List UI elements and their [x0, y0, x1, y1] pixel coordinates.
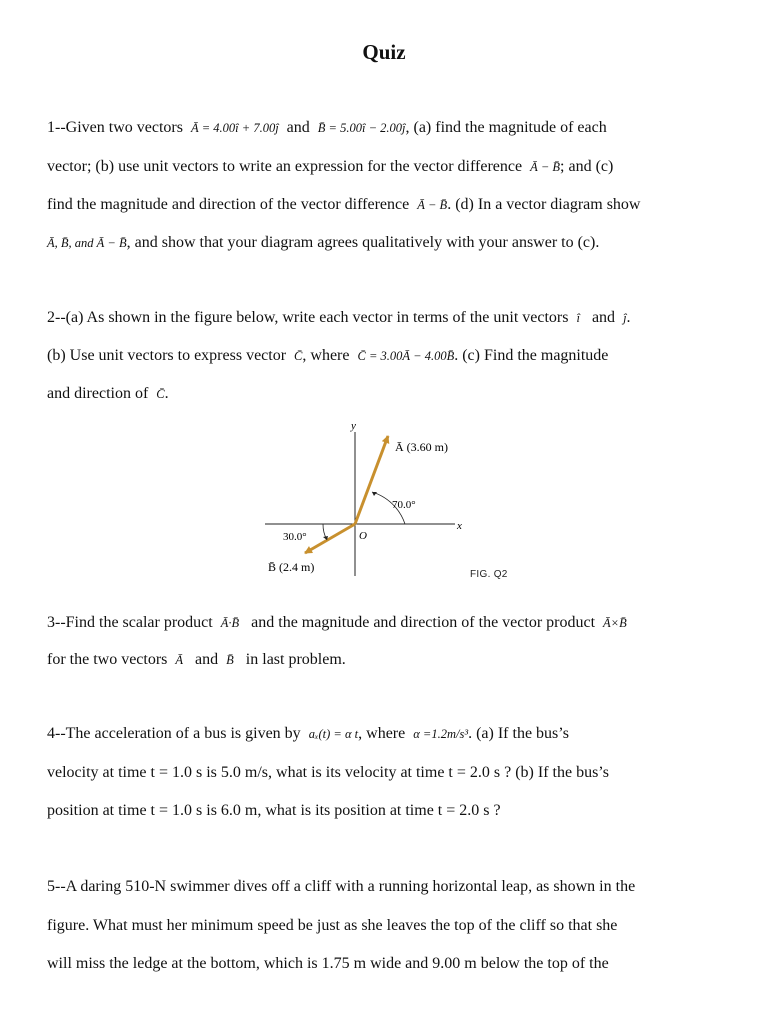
- q2-text: . (c) Find the magnitude: [454, 347, 609, 364]
- q4-line-1: [47, 724, 569, 744]
- unit-vector-j: ĵ: [623, 311, 627, 325]
- vector-a-label: Ā (3.60 m): [395, 440, 448, 454]
- vector-b-arrow: [305, 524, 355, 553]
- q1-text: vector; (b) use unit vectors to write an expression for the vector difference: [47, 158, 523, 175]
- angle-a-arrowhead-icon: [372, 492, 377, 496]
- figure-caption: FIG. Q2: [470, 569, 508, 580]
- q5-line-3: will miss the ledge at the bottom, which is 1.75 m wide and 9.00 m below the top of the: [47, 955, 609, 972]
- q4-line-3: position at time t = 1.0 s is 6.0 m, what is its position at time t = 2.0 s ?: [47, 802, 501, 819]
- vector-difference: Ā − B̄: [530, 160, 561, 174]
- vector-c: C̄: [294, 349, 303, 363]
- vector-a-arrow: [355, 436, 388, 524]
- vector-a: Ā: [175, 653, 184, 667]
- q4-line-2: velocity at time t = 1.0 s is 5.0 m/s, what is its velocity at time t = 2.0 s ? (b) If the bus’s: [47, 764, 609, 781]
- q3-line-1: [47, 613, 627, 633]
- angle-a-label: 70.0°: [392, 499, 416, 511]
- q1-text: 1--Given two vectors: [47, 119, 183, 136]
- q4-text: 4--The acceleration of a bus is given by: [47, 725, 301, 742]
- vector-b: B̄: [226, 653, 234, 667]
- vector-b-expression: B̄ = 5.00î − 2.00ĵ: [317, 121, 406, 135]
- q2-line-3: [47, 384, 169, 404]
- vector-b-label: B̄ (2.4 m): [268, 560, 315, 574]
- page-title: Quiz: [362, 40, 406, 64]
- q2-and: and: [591, 309, 616, 326]
- q3-text: in last problem.: [245, 651, 346, 668]
- q2-text: 2--(a) As shown in the figure below, write each vector in terms of the unit vectors: [47, 309, 569, 326]
- q1-line-3: [47, 195, 640, 215]
- q1-text: . (d) In a vector diagram show: [447, 196, 641, 213]
- q3-and: and: [195, 651, 219, 668]
- q2-text: , where: [302, 347, 350, 364]
- q1-and: and: [286, 119, 310, 136]
- q3-text: and the magnitude and direction of the vector product: [251, 614, 596, 631]
- q2-text: (b) Use unit vectors to express vector: [47, 347, 287, 364]
- q1-text: , and show that your diagram agrees qualitatively with your answer to (c).: [126, 234, 600, 251]
- q2-text: .: [626, 309, 631, 326]
- q5-line-1: 5--A daring 510-N swimmer dives off a cliff with a running horizontal leap, as shown in the: [47, 878, 636, 895]
- q2-text: and direction of: [47, 385, 149, 402]
- unit-vector-i: î: [576, 311, 580, 325]
- y-axis-label: y: [351, 420, 356, 432]
- angle-b-label: 30.0°: [283, 531, 307, 543]
- vector-c: C̄: [156, 387, 165, 401]
- vector-difference: Ā − B̄: [417, 198, 448, 212]
- alpha-value: α =1.2m/s³: [413, 727, 469, 741]
- q2-line-2: [47, 346, 608, 366]
- vector-product: Ā×B̄: [603, 616, 627, 630]
- vector-list: Ā, B̄, and Ā − B̄: [47, 236, 127, 250]
- q4-text: , where: [358, 725, 406, 742]
- q3-text: 3--Find the scalar product: [47, 614, 213, 631]
- q2-text: .: [164, 385, 169, 402]
- q1-line-4: [47, 233, 599, 253]
- q3-line-2: [47, 650, 346, 670]
- acceleration-expression: aₓ(t) = α t: [308, 727, 359, 741]
- q1-text: find the magnitude and direction of the vector difference: [47, 196, 410, 213]
- q1-text: ; and (c): [560, 158, 614, 175]
- vector-a-expression: Ā = 4.00î + 7.00ĵ: [190, 121, 279, 135]
- q5-line-2: figure. What must her minimum speed be just as she leaves the top of the cliff so that she: [47, 917, 618, 934]
- q1-line-1: [47, 118, 607, 138]
- q1-text: , (a) find the magnitude of each: [405, 119, 607, 136]
- vector-figure: [255, 416, 525, 586]
- q4-text: . (a) If the bus’s: [468, 725, 569, 742]
- vector-c-expression: C̄ = 3.00Ā − 4.00B̄: [357, 349, 455, 363]
- x-axis-label: x: [457, 520, 462, 532]
- q3-text: for the two vectors: [47, 651, 168, 668]
- q2-line-1: [47, 308, 631, 328]
- scalar-product: Ā·B̄: [220, 616, 240, 630]
- q1-line-2: [47, 157, 613, 177]
- origin-label: O: [359, 530, 367, 542]
